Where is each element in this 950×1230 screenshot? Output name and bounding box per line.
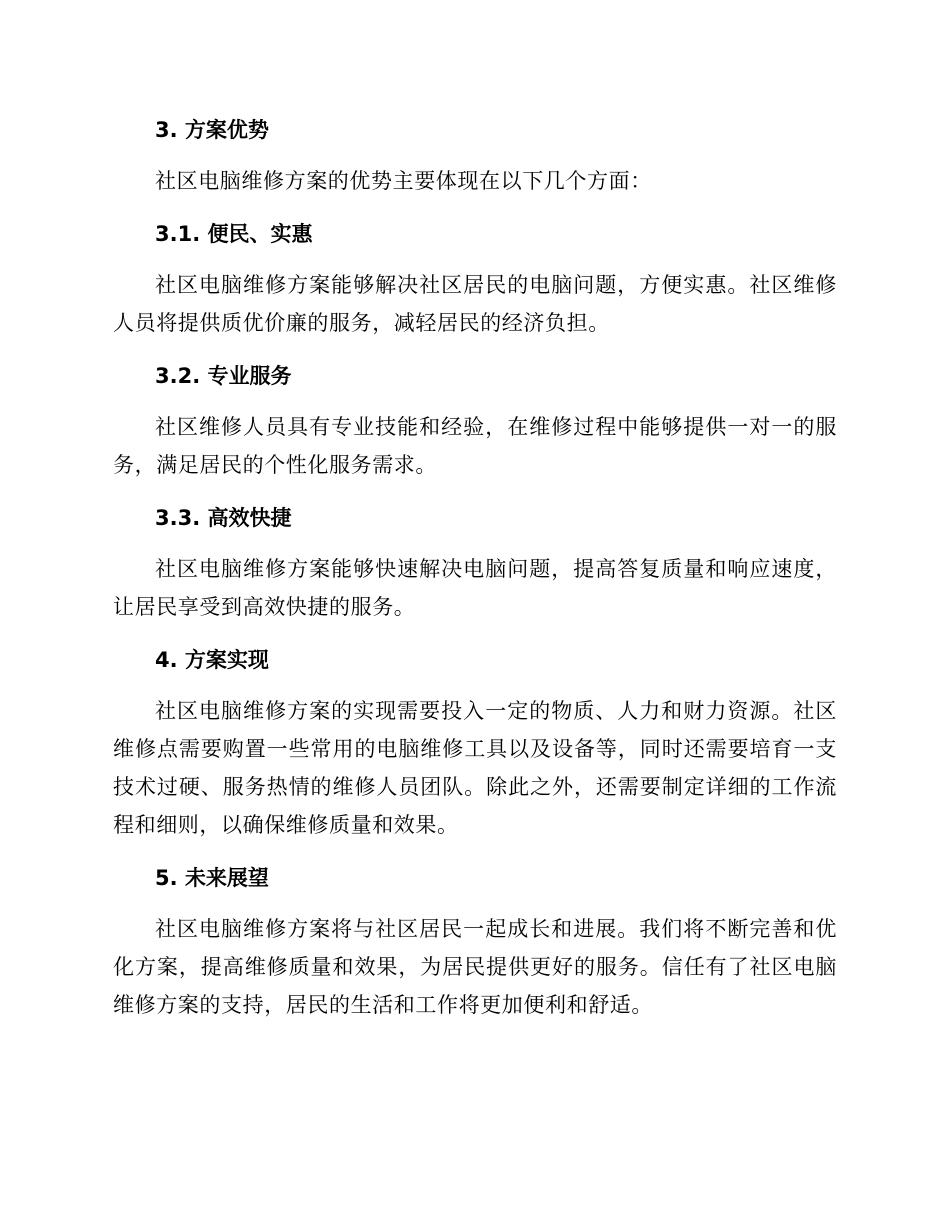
section-paragraph-professional: 社区维修人员具有专业技能和经验，在维修过程中能够提供一对一的服务，满足居民的个性化服务需求。 — [113, 415, 837, 477]
section-paragraph-efficient: 社区电脑维修方案能够快速解决电脑问题，提高答复质量和响应速度，让居民享受到高效快捷的服务。 — [113, 557, 837, 619]
document-body — [113, 106, 837, 1024]
section-heading-efficient: 3.3. 高效快捷 — [155, 506, 292, 530]
section-paragraph-convenience: 社区电脑维修方案能够解决社区居民的电脑问题，方便实惠。社区维修人员将提供质优价廉的服务，减轻居民的经济负担。 — [113, 273, 837, 335]
section-heading-outlook: 5. 未来展望 — [155, 866, 269, 890]
section-heading-professional: 3.2. 专业服务 — [155, 364, 292, 388]
section-paragraph-outlook: 社区电脑维修方案将与社区居民一起成长和进展。我们将不断完善和优化方案，提高维修质量和效果，为居民提供更好的服务。信任有了社区电脑维修方案的支持，居民的生活和工作将更加便利和舒适。 — [113, 917, 837, 1017]
section-heading-advantages: 3. 方案优势 — [155, 118, 269, 142]
section-heading-implementation: 4. 方案实现 — [155, 648, 269, 672]
section-heading-convenience: 3.1. 便民、实惠 — [155, 222, 313, 246]
section-paragraph-advantages: 社区电脑维修方案的优势主要体现在以下几个方面： — [155, 169, 652, 193]
section-paragraph-implementation: 社区电脑维修方案的实现需要投入一定的物质、人力和财力资源。社区维修点需要购置一些常用的电脑维修工具以及设备等，同时还需要培育一支技术过硬、服务热情的维修人员团队。除此之外，还需要制定详细的工作流程和细则，以确保维修质量和效果。 — [113, 699, 837, 837]
